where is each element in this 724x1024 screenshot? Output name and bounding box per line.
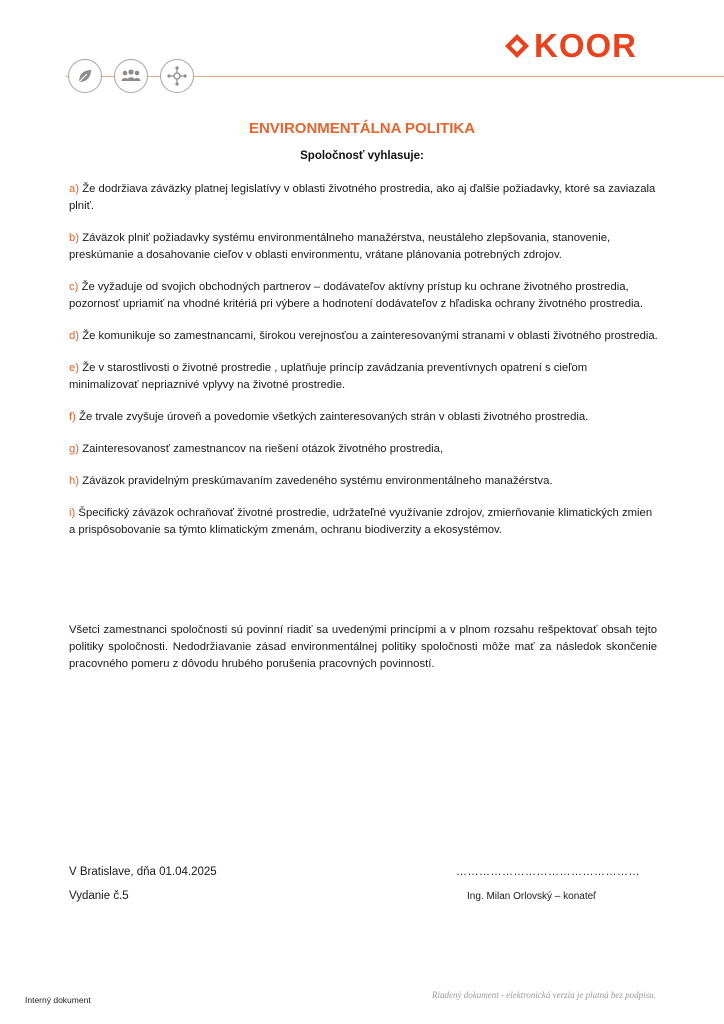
- item-letter: f): [69, 411, 76, 423]
- item-letter: i): [69, 507, 76, 519]
- network-icon: [160, 59, 194, 93]
- policy-item-a: [69, 181, 659, 215]
- leaf-icon: [68, 59, 102, 93]
- item-letter: g): [69, 443, 80, 455]
- item-text: Že trvale zvyšuje úroveň a povedomie všetkých zainteresovaných strán v oblasti životného prostredia.: [79, 411, 589, 423]
- document-subtitle: Spoločnosť vyhlasuje:: [300, 150, 424, 162]
- item-letter: d): [69, 330, 80, 342]
- item-text: Že dodržiava záväzky platnej legislatívy v oblasti životného prostredia, ako aj ďalšie požiadavky, ktoré sa zaviazala plniť.: [69, 183, 656, 212]
- document-title: ENVIRONMENTÁLNA POLITIKA: [248, 120, 476, 137]
- policy-item-g: [69, 441, 659, 458]
- item-text: Že vyžaduje od svojich obchodných partnerov – dodávateľov aktívny prístup ku ochrane životného prostredia, pozornosť upriamiť na vhodné kritériá pri výbere a hodnotení dodávateľov z hľadiska ochrany životného prostredia.: [69, 281, 643, 310]
- policy-item-e: [69, 360, 659, 394]
- item-text: Záväzok pravidelným preskúmavaním zavedeného systému environmentálneho manažérstva.: [82, 475, 553, 487]
- edition-number: Vydanie č.5: [69, 890, 129, 902]
- item-text: Že v starostlivosti o životné prostredie , uplatňuje princíp zavádzania preventívnych opatrení s cieľom minimalizovať nepriaznivé vplyvy na životné prostredie.: [69, 362, 588, 391]
- policy-item-d: [69, 328, 659, 345]
- closing-paragraph: Všetci zamestnanci spoločnosti sú povinní riadiť sa uvedenými princípmi a v plnom rozsahu rešpektovať obsah tejto politiky spoločnosti. Nedodržiavanie zásad environmentálnej politiky spoločnosti môže mať za následok skončenie pracovného pomeru z dôvodu hrubého porušenia pracovných povinností.: [69, 624, 657, 670]
- item-letter: e): [69, 362, 80, 374]
- logo-diamond-icon: [504, 33, 530, 59]
- policy-item-i: [69, 505, 659, 539]
- signatory-name: Ing. Milan Orlovský – konateľ: [467, 891, 597, 902]
- header-icon-row: [68, 59, 194, 93]
- people-icon: [114, 59, 148, 93]
- item-letter: h): [69, 475, 80, 487]
- signature-line: …………………………………………: [456, 866, 640, 878]
- item-letter: b): [69, 232, 80, 244]
- place-and-date: V Bratislave, dňa 01.04.2025: [69, 866, 217, 878]
- item-letter: a): [69, 183, 80, 195]
- policy-item-b: [69, 230, 659, 264]
- footer-internal-label: Interný dokument: [25, 995, 91, 1005]
- item-text: Špecifický záväzok ochraňovať životné prostredie, udržateľné využívanie zdrojov, zmierňovanie klimatických zmien a prispôsobovanie sa týmto klimatickým zmenám, ochranu biodiverzity a ekosystémov.: [69, 507, 653, 536]
- item-text: Záväzok plniť požiadavky systému environmentálneho manažérstva, neustáleho zlepšovania, stanovenie, preskúmanie a dosahovanie cieľov v oblasti environmentu, vrátane plánovania potrebných zdrojov.: [69, 232, 611, 261]
- policy-item-h: [69, 473, 659, 490]
- logo-text: KOOR: [534, 27, 637, 64]
- item-text: Zainteresovanosť zamestnancov na riešení otázok životného prostredia,: [82, 443, 444, 455]
- item-letter: c): [69, 281, 79, 293]
- footer-controlled-note: Riadený dokument - elektronická verzia je platná bez podpisu.: [432, 990, 656, 1000]
- item-text: Že komunikuje so zamestnancami, širokou verejnosťou a zainteresovanými stranami v oblasti životného prostredia.: [82, 330, 658, 342]
- company-logo: [504, 28, 637, 64]
- policy-item-f: [69, 409, 659, 426]
- policy-items-list: [69, 181, 659, 554]
- policy-item-c: [69, 279, 659, 313]
